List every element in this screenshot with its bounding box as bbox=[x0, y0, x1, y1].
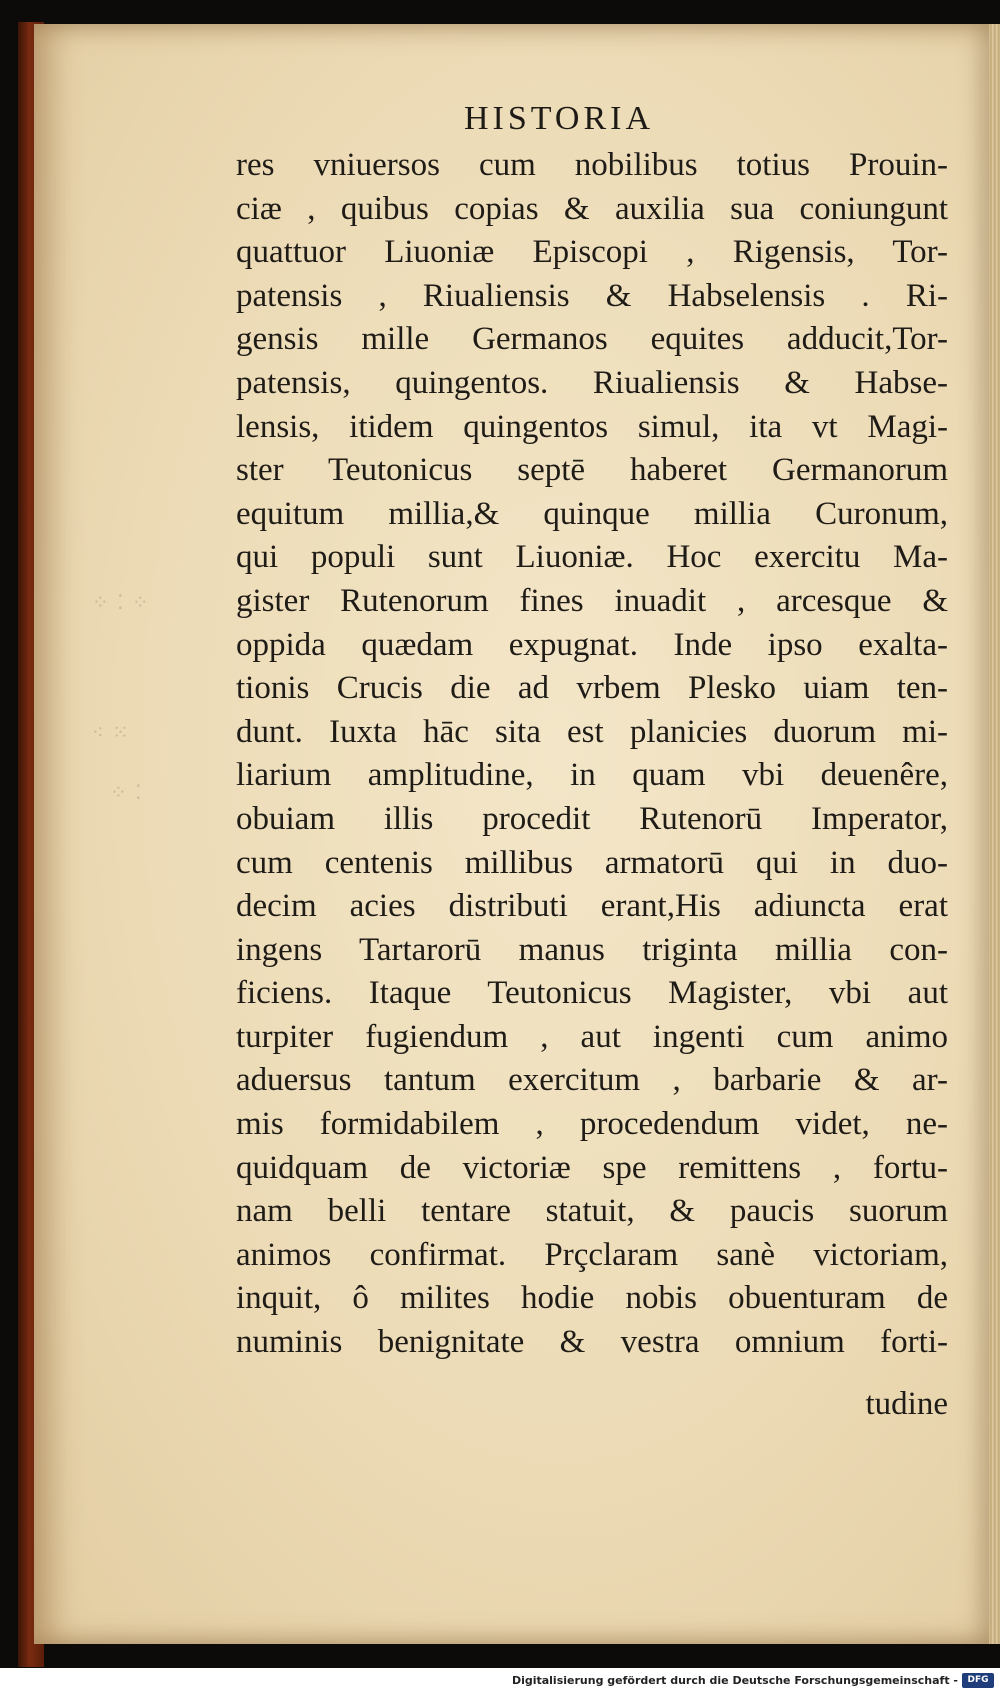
text-line: decim acies distributi erant,His adiuncta erat bbox=[236, 888, 948, 925]
bleed-through-mark: ⁘ ⁚ ⁘ bbox=[92, 590, 150, 614]
bleed-through-mark: ⁘ ⁚ bbox=[110, 780, 143, 804]
text-line: inquit, ô milites hodie nobis obuenturam de bbox=[236, 1280, 948, 1317]
text-line: qui populi sunt Liuoniæ. Hoc exercitu Ma- bbox=[236, 539, 948, 576]
text-line: cum centenis millibus armatorū qui in duo- bbox=[236, 844, 948, 881]
text-line: animos confirmat. Prçclaram sanè victoriam, bbox=[236, 1236, 948, 1273]
text-line: quidquam de victoriæ spe remittens , fortu- bbox=[236, 1149, 948, 1186]
text-line: ciæ , quibus copias & auxilia sua coniungunt bbox=[236, 190, 948, 227]
text-line: dunt. Iuxta hāc sita est planicies duorum mi- bbox=[236, 713, 948, 750]
text-line: patensis, quingentos. Riualiensis & Habse- bbox=[236, 364, 948, 401]
bleed-through-mark: ⁖ ⁙ bbox=[92, 720, 130, 744]
text-line: lensis, itidem quingentos simul, ita vt Magi- bbox=[236, 408, 948, 445]
text-line: equitum millia,& quinque millia Curonum, bbox=[236, 495, 948, 532]
text-line: oppida quædam expugnat. Inde ipso exalta- bbox=[236, 626, 948, 663]
text-line: quattuor Liuoniæ Episcopi , Rigensis, Tor- bbox=[236, 234, 948, 271]
text-line: nam belli tentare statuit, & paucis suorum bbox=[236, 1193, 948, 1230]
text-line: liarium amplitudine, in quam vbi deuenêre, bbox=[236, 757, 948, 794]
body-text bbox=[236, 144, 948, 1365]
text-line: gensis mille Germanos equites adducit,Tor- bbox=[236, 321, 948, 358]
footer-credit: Digitalisierung gefördert durch die Deutsche Forschungsgemeinschaft - bbox=[511, 1674, 958, 1687]
text-line: aduersus tantum exercitum , barbarie & ar- bbox=[236, 1062, 948, 1099]
text-line: tionis Crucis die ad vrbem Plesko uiam ten- bbox=[236, 670, 948, 707]
page-stack-edge bbox=[989, 24, 1000, 1644]
footer-bar bbox=[0, 1668, 1000, 1695]
text-line: res vniuersos cum nobilibus totius Prouin- bbox=[236, 147, 948, 183]
text-line: ster Teutonicus septē haberet Germanorum bbox=[236, 452, 948, 489]
text-line: ficiens. Itaque Teutonicus Magister, vbi aut bbox=[236, 975, 948, 1012]
text-line: turpiter fugiendum , aut ingenti cum animo bbox=[236, 1018, 948, 1055]
text-line: gister Rutenorum fines inuadit , arcesque & bbox=[236, 582, 948, 619]
running-head: HISTORIA bbox=[463, 100, 655, 137]
text-line: numinis benignitate & vestra omnium forti- bbox=[236, 1324, 948, 1361]
text-line: mis formidabilem , procedendum videt, ne- bbox=[236, 1106, 948, 1143]
text-line: patensis , Riualiensis & Habselensis . Ri- bbox=[236, 277, 948, 314]
catchword: tudine bbox=[865, 1386, 948, 1422]
text-line: ingens Tartarorū manus triginta millia con- bbox=[236, 931, 948, 968]
dfg-logo: DFG bbox=[962, 1673, 994, 1688]
text-line: obuiam illis procedit Rutenorū Imperator, bbox=[236, 800, 948, 837]
